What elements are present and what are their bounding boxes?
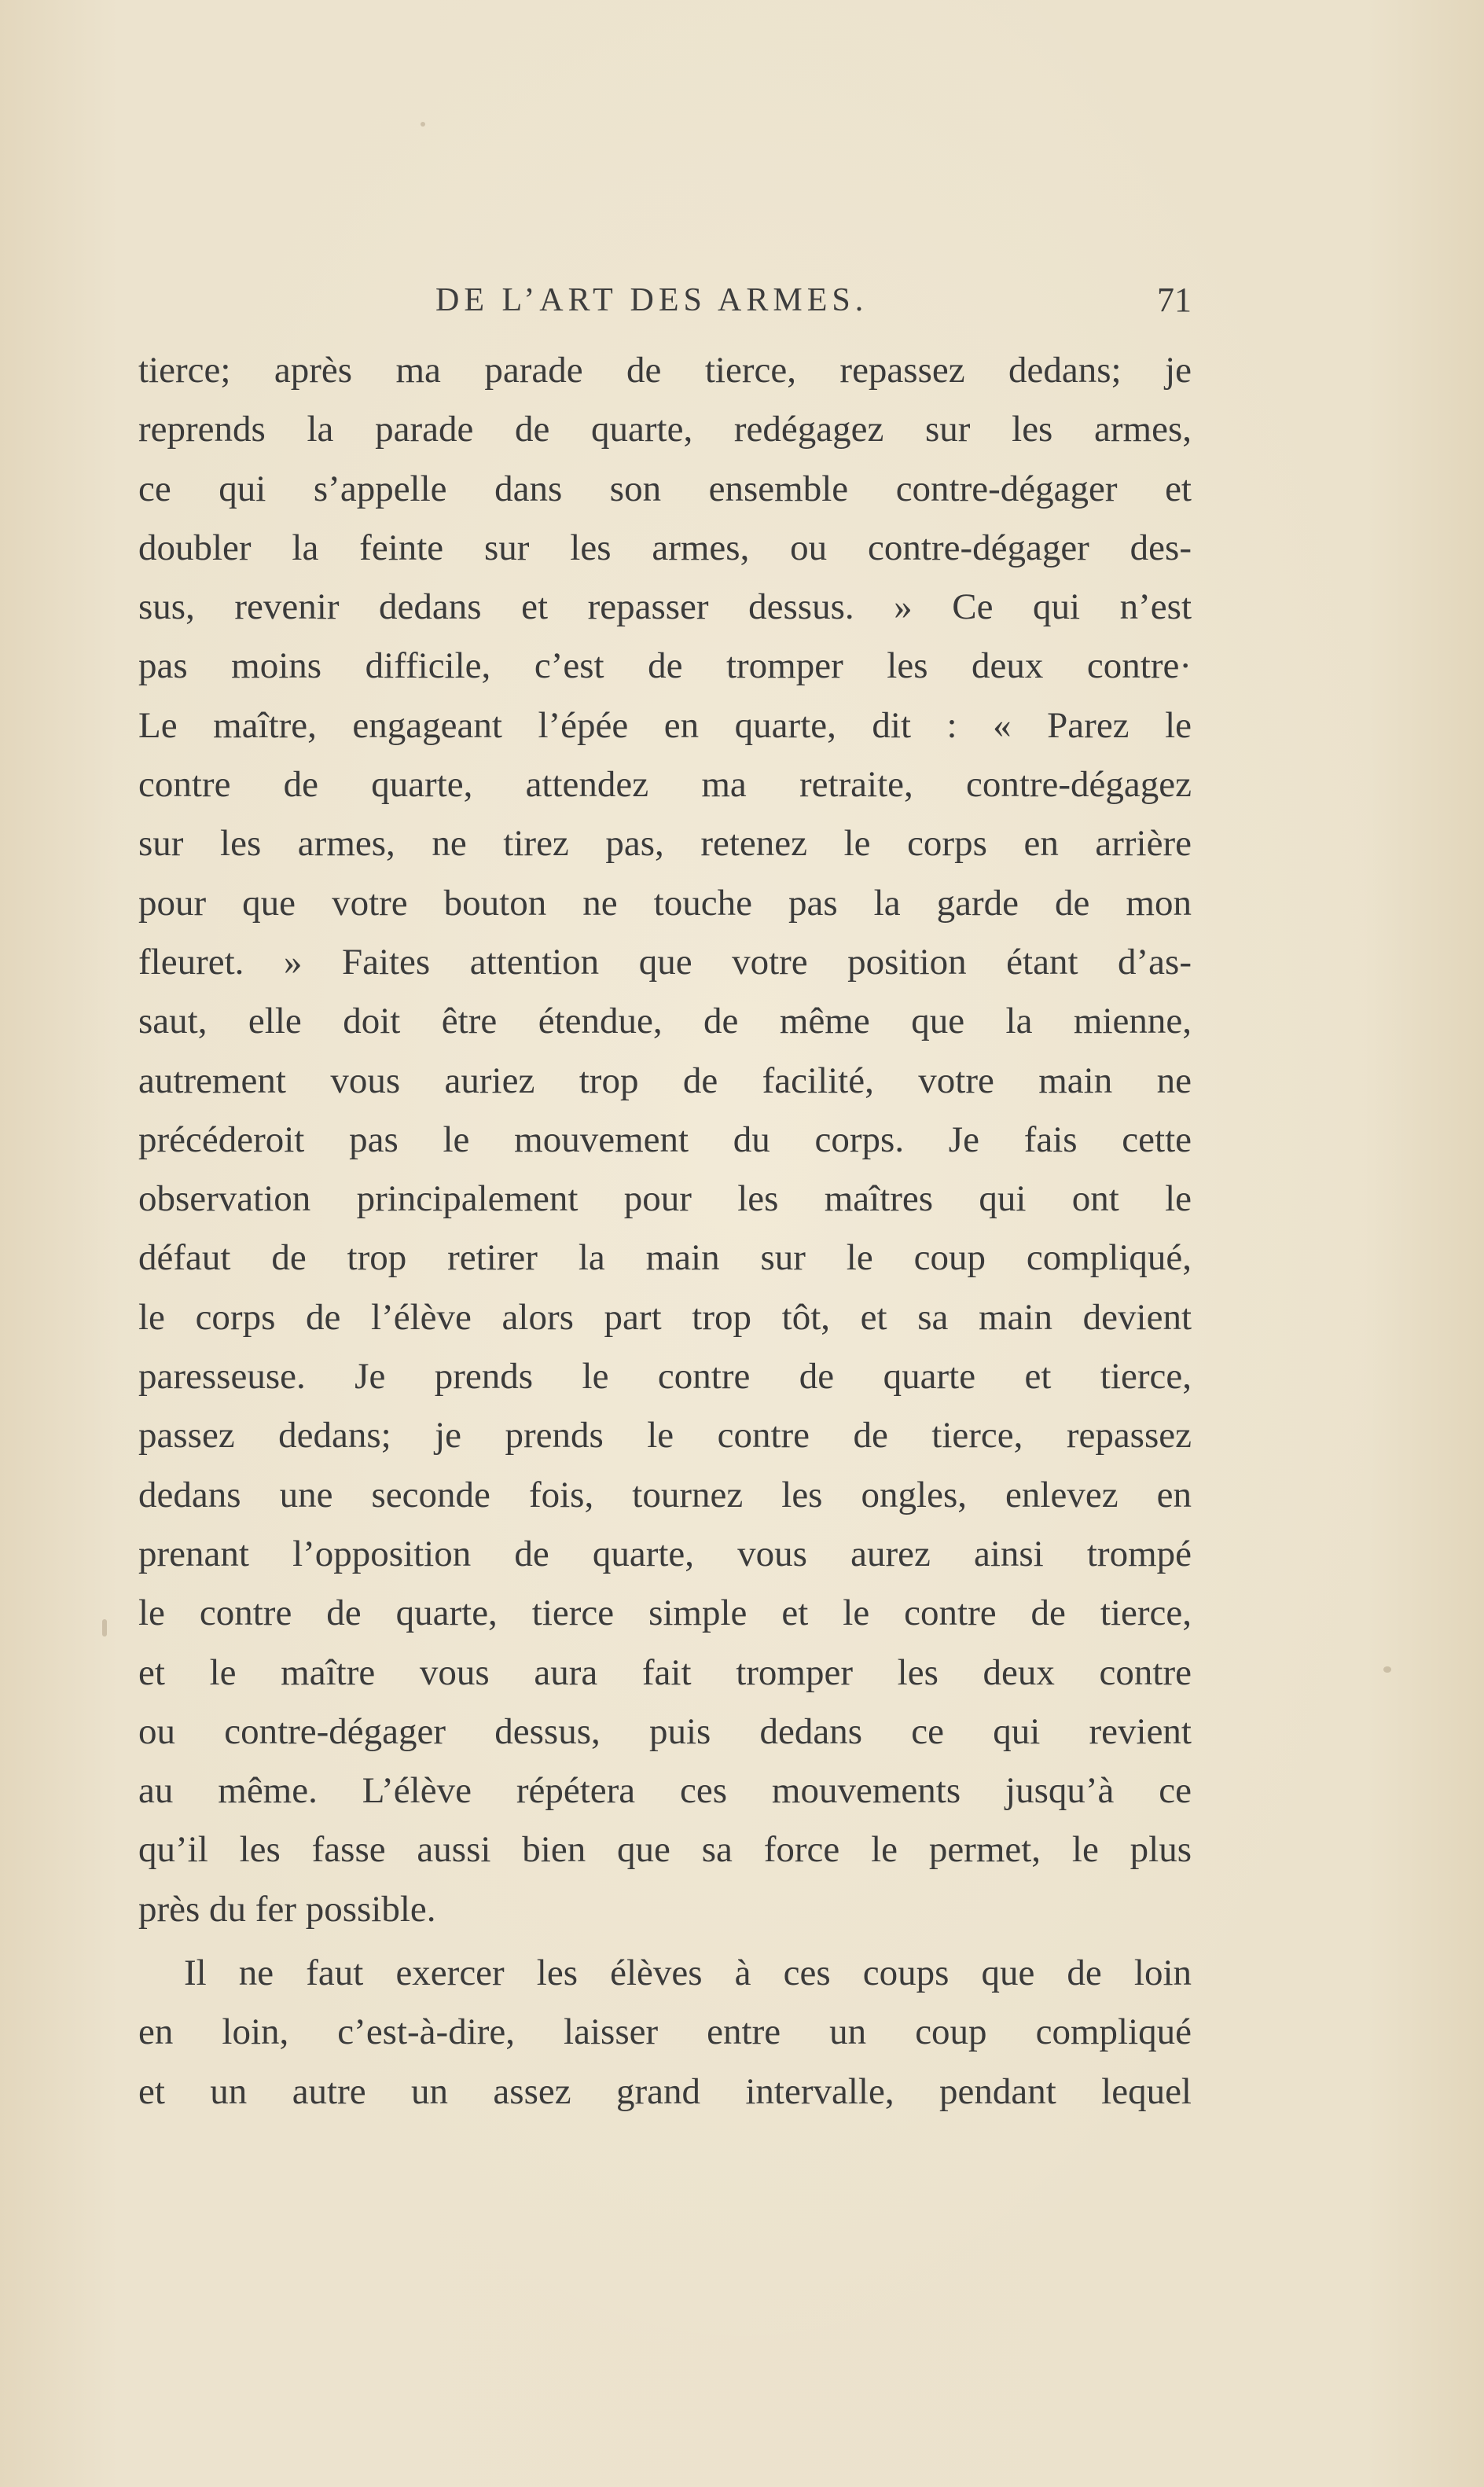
text-line: qu’il les fasse aussi bien que sa force le permet, le plus [138, 1829, 1192, 1871]
text-line: sur les armes, ne tirez pas, retenez le corps en arrière [138, 823, 1192, 865]
text-line: précéderoit pas le mouvement du corps. Je fais cette [138, 1119, 1192, 1160]
text-line: tierce; après ma parade de tierce, repassez dedans; je [138, 350, 1192, 391]
page-header [138, 277, 1192, 324]
paper-spot [1383, 1666, 1391, 1673]
text-line: pas moins difficile, c’est de tromper les deux contre· [138, 645, 1192, 687]
text-line: observation principalement pour les maîtres qui ont le [138, 1178, 1192, 1220]
paragraph [138, 1944, 1192, 2121]
running-title: DE L’ART DES ARMES. [435, 282, 869, 318]
text-line: prenant l’opposition de quarte, vous aurez ainsi trompé [138, 1533, 1192, 1574]
text-line: dedans une seconde fois, tournez les ongles, enlevez en [138, 1474, 1192, 1515]
text-line: Le maître, engageant l’épée en quarte, dit : « Parez le [138, 704, 1192, 746]
text-line: reprends la parade de quarte, redégagez sur les armes, [138, 409, 1192, 450]
text-line: le contre de quarte, tierce simple et le contre de tierce, [138, 1592, 1192, 1634]
text-line: passez dedans; je prends le contre de tierce, repassez [138, 1415, 1192, 1457]
text-line: défaut de trop retirer la main sur le coup compliqué, [138, 1237, 1192, 1279]
text-line: paresseuse. Je prends le contre de quarte et tierce, [138, 1356, 1192, 1398]
text-line: et le maître vous aura fait tromper les deux contre [138, 1651, 1192, 1693]
text-line: le corps de l’élève alors part trop tôt, et sa main devient [138, 1296, 1192, 1338]
text-line: en loin, c’est-à-dire, laisser entre un coup compliqué [138, 2011, 1192, 2053]
text-line: Il ne faut exercer les élèves à ces coups que de loin [184, 1952, 1192, 1994]
paper-spot [421, 122, 425, 127]
text-line: au même. L’élève répétera ces mouvements jusqu’à ce [138, 1770, 1192, 1812]
text-line: saut, elle doit être étendue, de même que la mienne, [138, 1001, 1192, 1042]
text-line: et un autre un assez grand intervalle, pendant lequel [138, 2070, 1192, 2112]
text-line: pour que votre bouton ne touche pas la garde de mon [138, 882, 1192, 924]
text-line: ce qui s’appelle dans son ensemble contre-dégager et [138, 468, 1192, 509]
text-line: doubler la feinte sur les armes, ou contre-dégager des- [138, 527, 1192, 568]
paragraph [138, 341, 1192, 1939]
paper-spot [102, 1619, 107, 1637]
page-number: 71 [1157, 281, 1192, 319]
body-text [138, 341, 1192, 2121]
text-line: contre de quarte, attendez ma retraite, contre-dégagez [138, 764, 1192, 806]
text-line: autrement vous auriez trop de facilité, votre main ne [138, 1060, 1192, 1101]
text-line: ou contre-dégager dessus, puis dedans ce qui revient [138, 1710, 1192, 1752]
text-line: sus, revenir dedans et repasser dessus. » Ce qui n’est [138, 586, 1192, 628]
text-line: fleuret. » Faites attention que votre position étant d’as- [138, 941, 1192, 983]
text-line: près du fer possible. [138, 1888, 436, 1930]
